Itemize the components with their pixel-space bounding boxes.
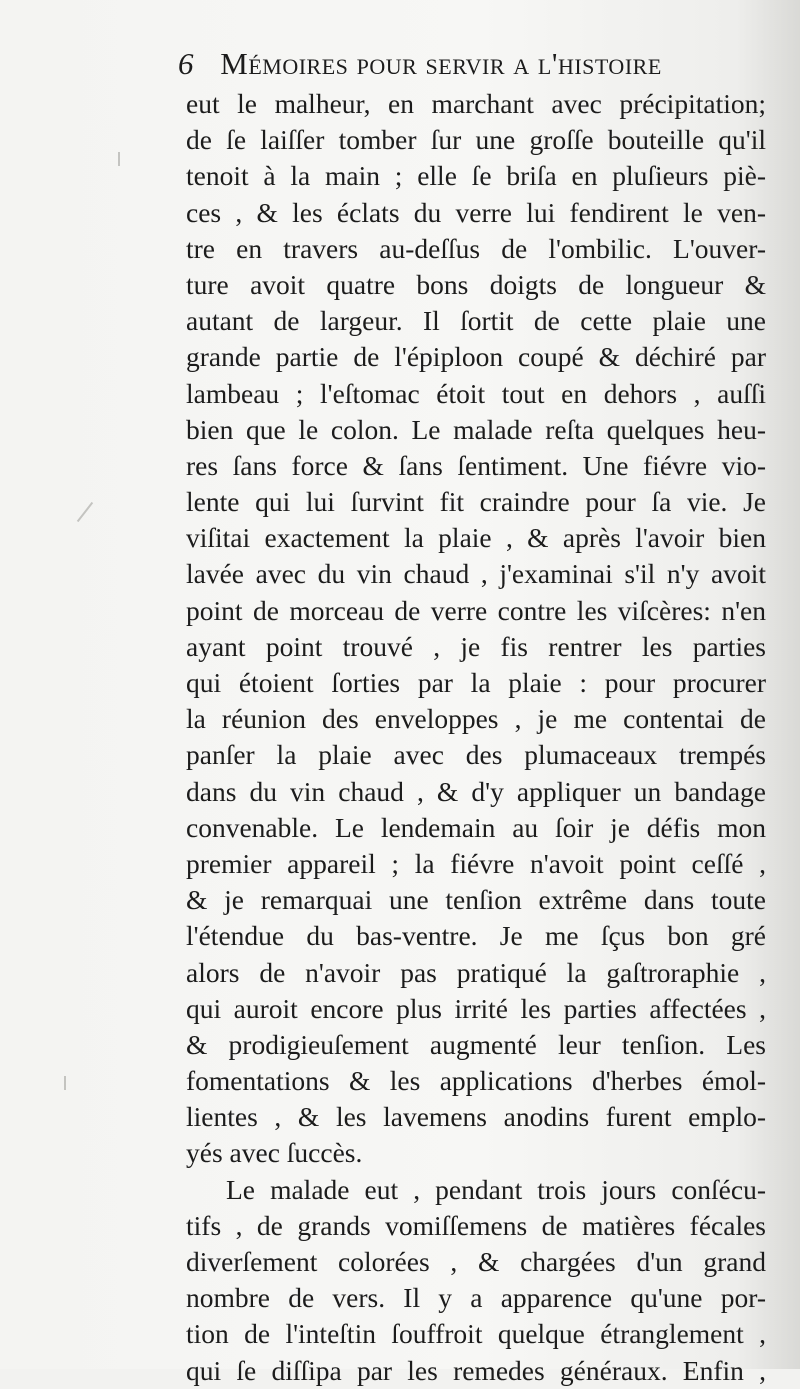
- text-line: lente qui lui ſurvint fit craindre pour ſa vie. Je: [186, 486, 766, 518]
- text-line: & prodigieuſement augmenté leur tenſion. Les: [186, 1028, 766, 1060]
- body-text: [186, 86, 766, 1389]
- text-line: nombre de vers. Il y a apparence qu'une por-: [186, 1282, 766, 1314]
- text-line: grande partie de l'épiploon coupé & déchiré par: [186, 341, 766, 373]
- margin-stray-mark: [64, 1076, 66, 1090]
- text-line: qui ſe diſſipa par les remedes généraux. Enfin ,: [186, 1354, 766, 1386]
- text-line: Le malade eut , pendant trois jours conſécu-: [226, 1173, 766, 1205]
- text-line: qui étoient ſorties par la plaie : pour procurer: [186, 667, 766, 698]
- text-line: autant de largeur. Il ſortit de cette plaie une: [186, 305, 766, 337]
- text-line: point de morceau de verre contre les viſcères: n'en: [186, 594, 766, 626]
- text-line: tion de l'inteſtin ſouffroit quelque étranglement ,: [186, 1318, 766, 1350]
- margin-stray-mark: [77, 502, 93, 522]
- text-line: res ſans force & ſans ſentiment. Une fiévre vio-: [186, 449, 766, 481]
- paragraph: [186, 86, 766, 1172]
- text-line: diverſement colorées , & chargées d'un grand: [186, 1246, 766, 1277]
- margin-stray-mark: [118, 152, 120, 166]
- text-line: & je remarquai une tenſion extrême dans toute: [186, 884, 766, 916]
- text-line: la réunion des enveloppes , je me contentai de: [186, 703, 766, 735]
- text-line: lientes , & les lavemens anodins furent emplo-: [186, 1101, 766, 1133]
- running-head-title: Mémoires pour servir a l'histoire: [220, 46, 662, 81]
- text-line: ces , & les éclats du verre lui fendirent le ven-: [186, 196, 766, 228]
- text-line: convenable. Le lendemain au ſoir je défis mon: [186, 811, 766, 843]
- text-line: bien que le colon. Le malade reſta quelques heu-: [186, 413, 766, 445]
- text-line: alors de n'avoir pas pratiqué la gaſtroraphie ,: [186, 956, 766, 988]
- text-line: ayant point trouvé , je fis rentrer les parties: [186, 630, 766, 662]
- page-number: 6: [178, 46, 194, 81]
- text-line: de ſe laiſſer tomber ſur une groſſe bouteille qu'il: [186, 124, 766, 156]
- text-line: tenoit à la main ; elle ſe briſa en pluſieurs piè-: [186, 160, 766, 192]
- paragraph: [186, 1172, 766, 1389]
- text-line: lavée avec du vin chaud , j'examinai s'il n'y avoit: [186, 558, 766, 590]
- text-line: panſer la plaie avec des plumaceaux trempés: [186, 739, 766, 771]
- text-line: l'étendue du bas-ventre. Je me ſçus bon gré: [186, 920, 766, 952]
- text-line: viſitai exactement la plaie , & après l'avoir bien: [186, 522, 766, 554]
- text-line: tre en travers au-deſſus de l'ombilic. L'ouver-: [186, 232, 766, 264]
- text-line: yés avec ſuccès.: [186, 1137, 363, 1169]
- text-line: ture avoit quatre bons doigts de longueur &: [186, 268, 766, 300]
- text-line: fomentations & les applications d'herbes émol-: [186, 1065, 766, 1097]
- text-line: dans du vin chaud , & d'y appliquer un bandage: [186, 775, 766, 807]
- text-line: qui auroit encore plus irrité les parties affectées ,: [186, 992, 766, 1024]
- text-line: premier appareil ; la fiévre n'avoit point ceſſé ,: [186, 847, 766, 879]
- text-line: eut le malheur, en marchant avec précipitation;: [186, 88, 766, 119]
- running-header: [178, 46, 778, 90]
- text-line: lambeau ; l'eſtomac étoit tout en dehors , auſſi: [186, 377, 766, 409]
- text-line: tifs , de grands vomiſſemens de matières fécales: [186, 1209, 766, 1241]
